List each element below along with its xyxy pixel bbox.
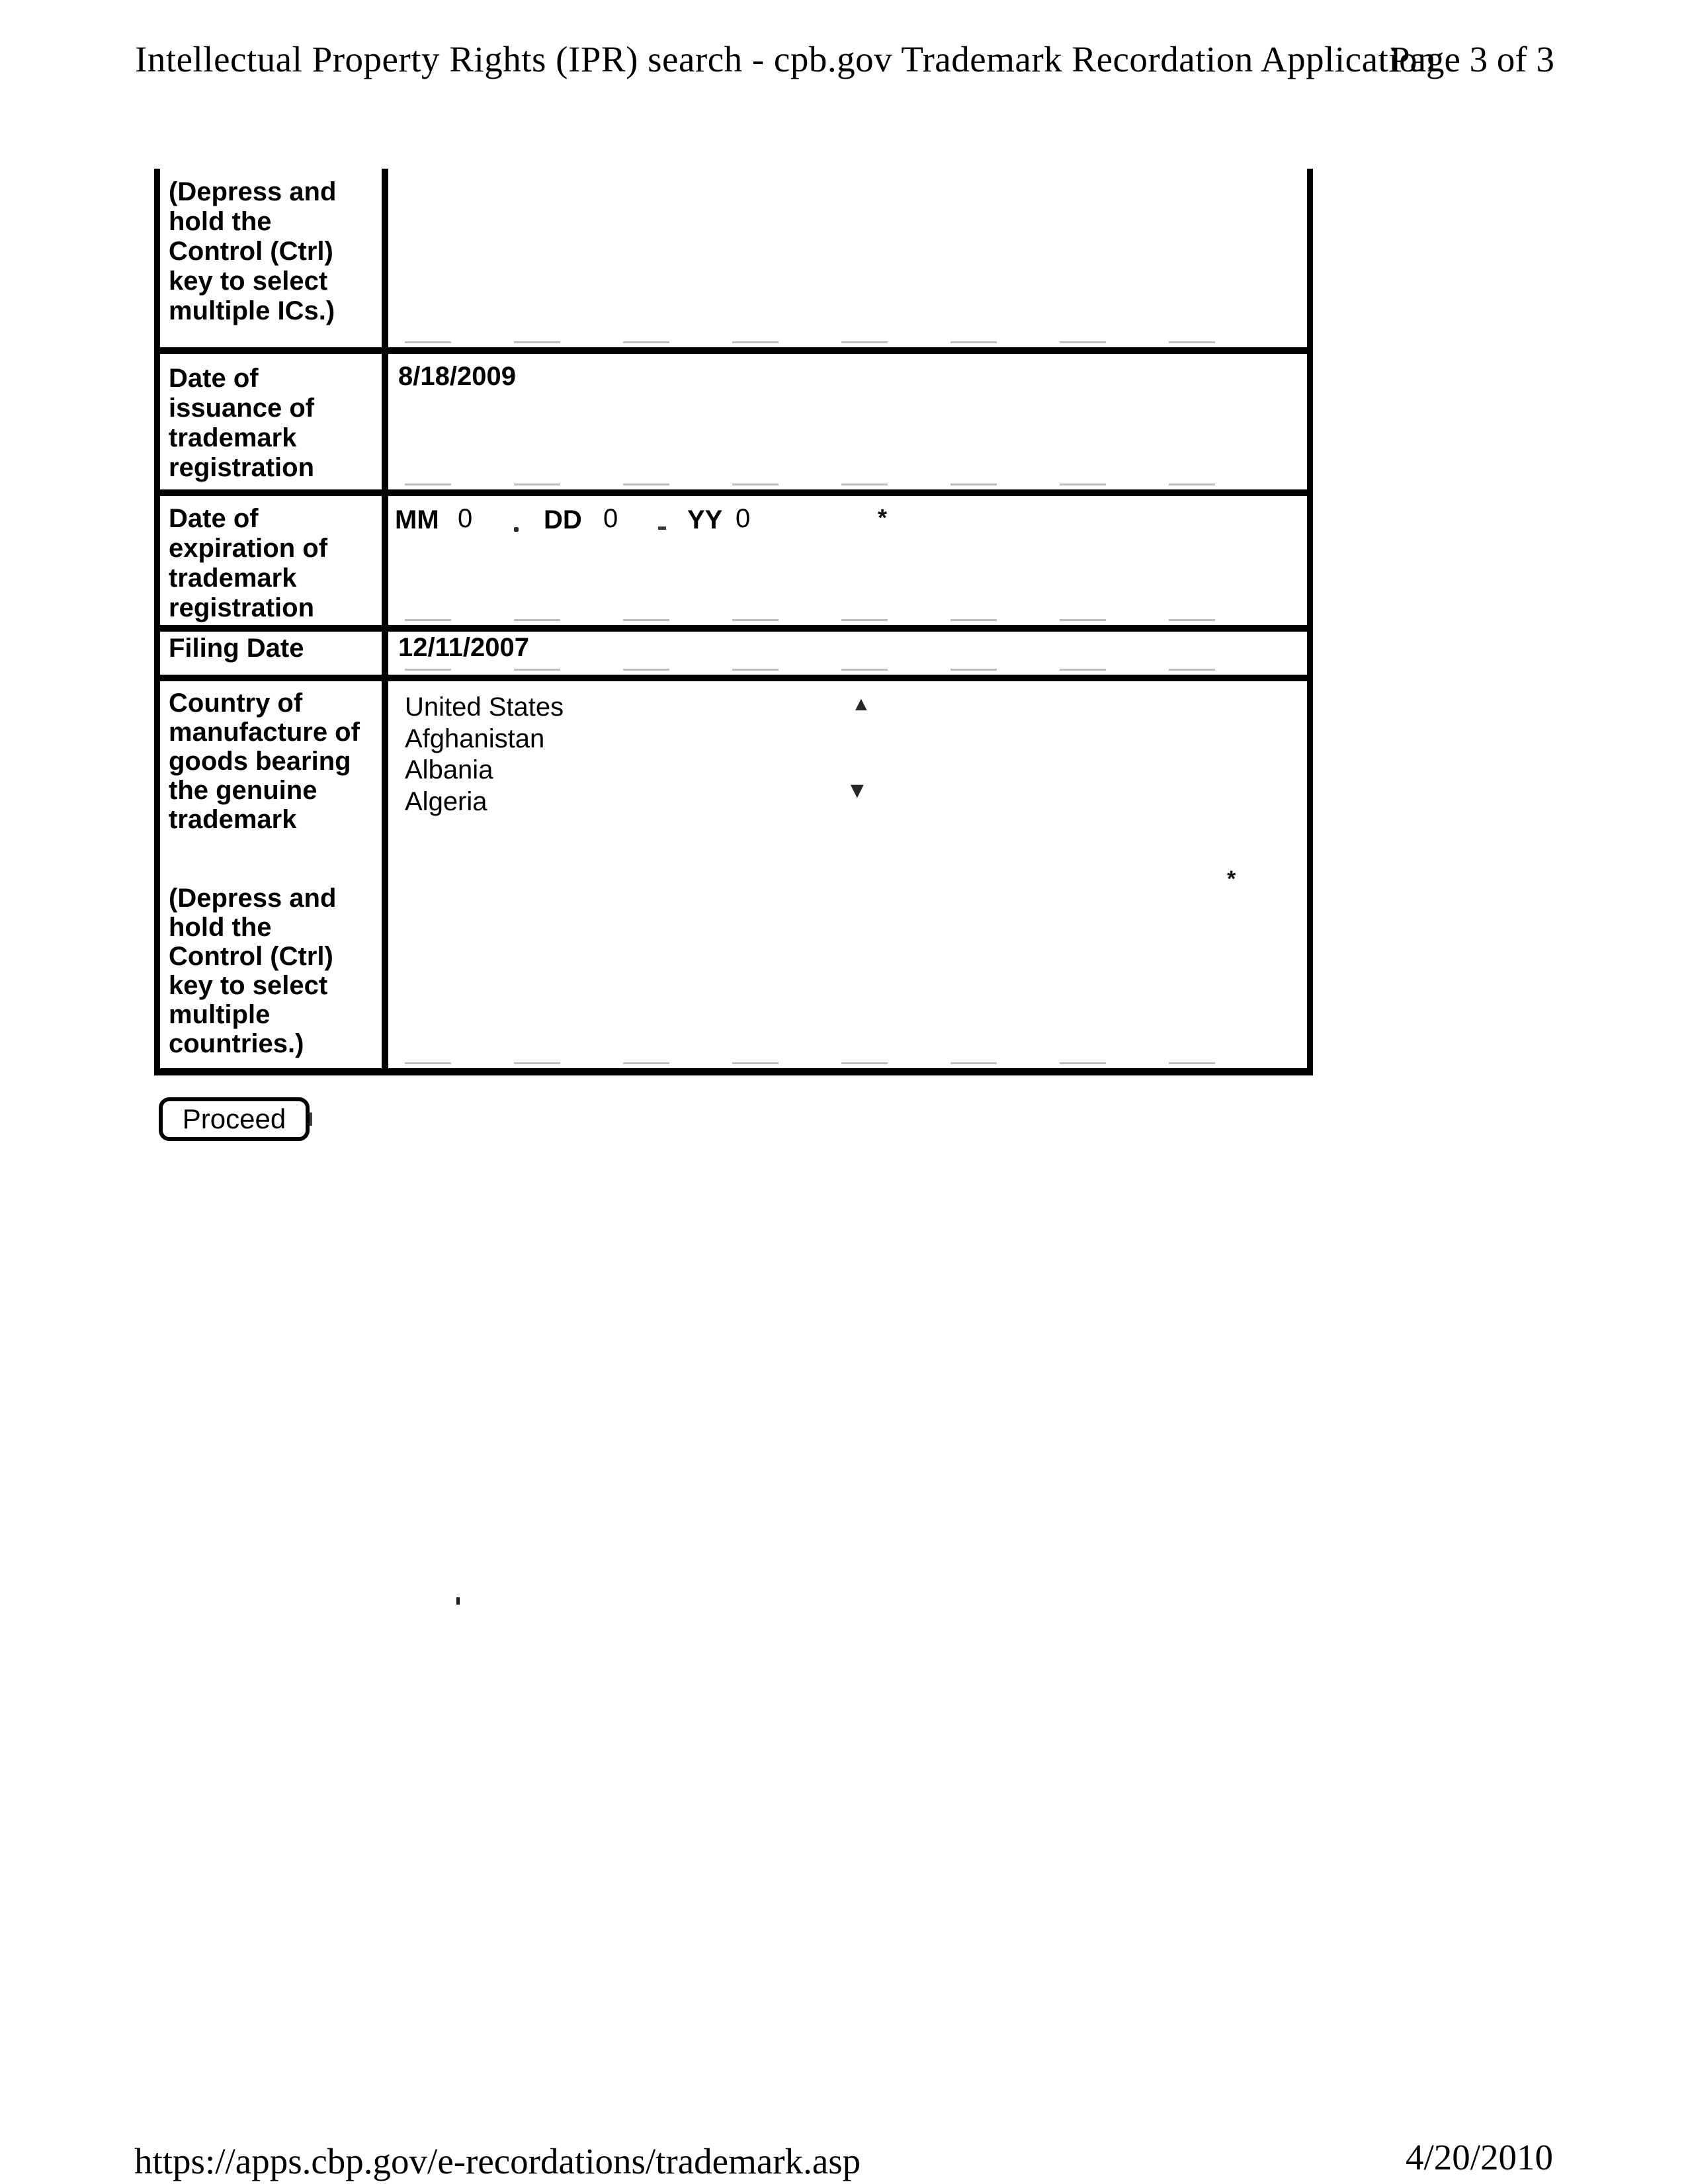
expiration-date-fields bbox=[388, 496, 1307, 625]
required-asterisk: * bbox=[878, 504, 888, 531]
scan-speck-artifact bbox=[310, 1113, 312, 1126]
label-line: Date of bbox=[169, 364, 259, 393]
label-note-line: hold the bbox=[169, 913, 272, 942]
label-line: multiple ICs.) bbox=[169, 296, 335, 325]
country-listbox[interactable] bbox=[388, 681, 1307, 1068]
mm-label: MM bbox=[395, 505, 439, 534]
scan-gridline-artifact bbox=[405, 1062, 1261, 1064]
issuance-date-label bbox=[160, 354, 388, 489]
footer-url: https://apps.cbp.gov/e-recordations/trademark.asp bbox=[134, 2141, 861, 2181]
page-indicator: Page 3 of 3 bbox=[1390, 39, 1554, 79]
scan-gridline-artifact bbox=[405, 483, 1261, 485]
label-line: Date of bbox=[169, 504, 259, 533]
scan-gridline-artifact bbox=[405, 341, 1261, 343]
label-note-line: (Depress and bbox=[169, 884, 337, 913]
country-option[interactable]: Albania bbox=[405, 755, 493, 784]
scan-gridline-artifact bbox=[405, 669, 1261, 671]
dd-value-field[interactable]: 0 bbox=[603, 504, 618, 533]
label-spacer bbox=[169, 834, 382, 884]
label-line: key to select bbox=[169, 267, 328, 296]
expiration-date-label bbox=[160, 496, 388, 625]
trademark-form-table bbox=[154, 169, 1313, 1075]
form-row-issuance-date bbox=[160, 347, 1307, 489]
filing-date-value[interactable]: 12/11/2007 bbox=[398, 633, 529, 662]
scan-speck-artifact bbox=[456, 1597, 460, 1605]
page-title: Intellectual Property Rights (IPR) search - cpb.gov Trademark Recordation Application bbox=[135, 39, 1437, 79]
scroll-up-icon[interactable]: ▲ bbox=[851, 693, 871, 715]
label-line: trademark bbox=[169, 423, 297, 452]
form-row-filing-date bbox=[160, 625, 1307, 675]
label-note-line: key to select bbox=[169, 971, 328, 1000]
label-note-line: countries.) bbox=[169, 1029, 304, 1058]
label-line: registration bbox=[169, 593, 315, 622]
filing-date-value-cell bbox=[388, 632, 1307, 675]
yy-value-field[interactable]: 0 bbox=[736, 504, 751, 533]
mm-value-field[interactable]: 0 bbox=[458, 504, 473, 533]
label-line: the genuine bbox=[169, 776, 317, 805]
proceed-button[interactable]: Proceed bbox=[159, 1097, 310, 1141]
label-line: Filing Date bbox=[169, 634, 304, 663]
scan-gridline-artifact bbox=[405, 619, 1261, 621]
label-line: goods bearing bbox=[169, 747, 351, 776]
form-row-expiration-date bbox=[160, 489, 1307, 625]
issuance-date-value-cell bbox=[388, 354, 1307, 489]
label-line: trademark bbox=[169, 805, 297, 834]
label-line: registration bbox=[169, 453, 315, 482]
label-line: issuance of bbox=[169, 394, 315, 423]
label-note-line: Control (Ctrl) bbox=[169, 942, 333, 971]
dd-label: DD bbox=[544, 505, 582, 534]
label-line: expiration of bbox=[169, 534, 328, 563]
country-label bbox=[160, 681, 388, 1068]
form-row-ics-note bbox=[160, 169, 1307, 347]
label-line: manufacture of bbox=[169, 718, 360, 747]
label-line: Control (Ctrl) bbox=[169, 237, 333, 266]
footer-date: 4/20/2010 bbox=[1406, 2137, 1554, 2177]
issuance-date-value[interactable]: 8/18/2009 bbox=[398, 362, 516, 391]
ics-empty-value-cell bbox=[388, 169, 1307, 347]
label-line: (Depress and bbox=[169, 177, 337, 206]
form-row-country bbox=[160, 675, 1307, 1068]
country-option[interactable]: Afghanistan bbox=[405, 724, 545, 753]
label-note-line: multiple bbox=[169, 1000, 271, 1029]
label-line: trademark bbox=[169, 564, 297, 593]
country-option[interactable]: Algeria bbox=[405, 786, 487, 816]
scroll-down-icon[interactable]: ▼ bbox=[846, 778, 868, 803]
label-line: hold the bbox=[169, 207, 272, 236]
ics-note-label bbox=[160, 169, 388, 347]
scan-dash-artifact bbox=[658, 526, 666, 530]
label-line: Country of bbox=[169, 689, 303, 718]
scan-dot-artifact bbox=[514, 527, 519, 532]
yy-label: YY bbox=[687, 505, 723, 534]
country-option[interactable]: United States bbox=[405, 693, 564, 722]
required-asterisk: * bbox=[1227, 866, 1236, 892]
filing-date-label bbox=[160, 632, 388, 675]
